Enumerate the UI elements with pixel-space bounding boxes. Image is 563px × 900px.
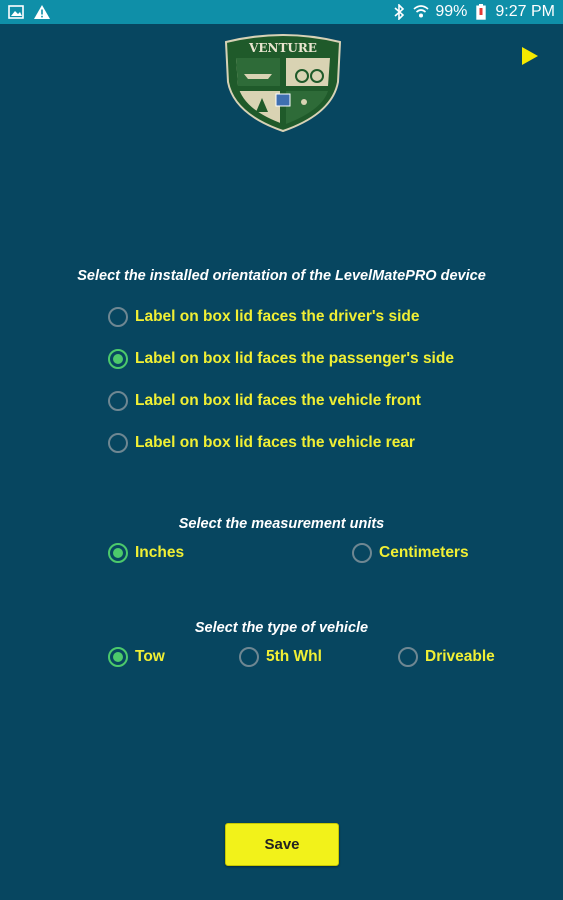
logo-text: VENTURE	[249, 41, 317, 55]
option-label: Label on box lid faces the vehicle front	[135, 392, 421, 409]
orientation-title: Select the installed orientation of the LevelMatePRO device	[77, 268, 486, 284]
option-label: Inches	[135, 544, 185, 561]
radio-button[interactable]	[108, 391, 128, 411]
units-option-inches[interactable]	[108, 543, 184, 563]
vehicle-option-driveable[interactable]	[398, 647, 495, 667]
radio-button[interactable]	[108, 647, 128, 667]
radio-button[interactable]	[108, 543, 128, 563]
radio-button[interactable]	[108, 433, 128, 453]
orientation-option-passengers-side[interactable]	[108, 349, 454, 369]
status-bar	[0, 0, 563, 24]
battery-icon	[473, 4, 489, 20]
venture-logo	[222, 34, 344, 132]
wifi-icon	[413, 4, 429, 20]
radio-button[interactable]	[108, 307, 128, 327]
option-label: Driveable	[425, 648, 495, 665]
status-time: 9:27 PM	[495, 3, 555, 20]
image-notification-icon	[8, 4, 24, 20]
units-option-centimeters[interactable]	[352, 543, 469, 563]
play-icon[interactable]	[518, 44, 542, 68]
bluetooth-icon	[391, 4, 407, 20]
radio-button[interactable]	[108, 349, 128, 369]
vehicle-option-tow[interactable]	[108, 647, 165, 667]
vehicle-title: Select the type of vehicle	[194, 620, 369, 636]
radio-button[interactable]	[398, 647, 418, 667]
vehicle-option-5th-whl[interactable]	[239, 647, 322, 667]
orientation-option-vehicle-rear[interactable]	[108, 433, 415, 453]
option-label: Tow	[135, 648, 165, 665]
units-title: Select the measurement units	[178, 516, 385, 532]
save-button[interactable]: Save	[225, 823, 339, 866]
option-label: Label on box lid faces the passenger's side	[135, 350, 454, 367]
orientation-option-drivers-side[interactable]	[108, 307, 420, 327]
option-label: 5th Whl	[266, 648, 322, 665]
radio-button[interactable]	[352, 543, 372, 563]
warning-icon	[34, 4, 50, 20]
orientation-option-vehicle-front[interactable]	[108, 391, 421, 411]
option-label: Centimeters	[379, 544, 469, 561]
option-label: Label on box lid faces the driver's side	[135, 308, 420, 325]
option-label: Label on box lid faces the vehicle rear	[135, 434, 415, 451]
battery-percent: 99%	[435, 3, 468, 20]
radio-button[interactable]	[239, 647, 259, 667]
